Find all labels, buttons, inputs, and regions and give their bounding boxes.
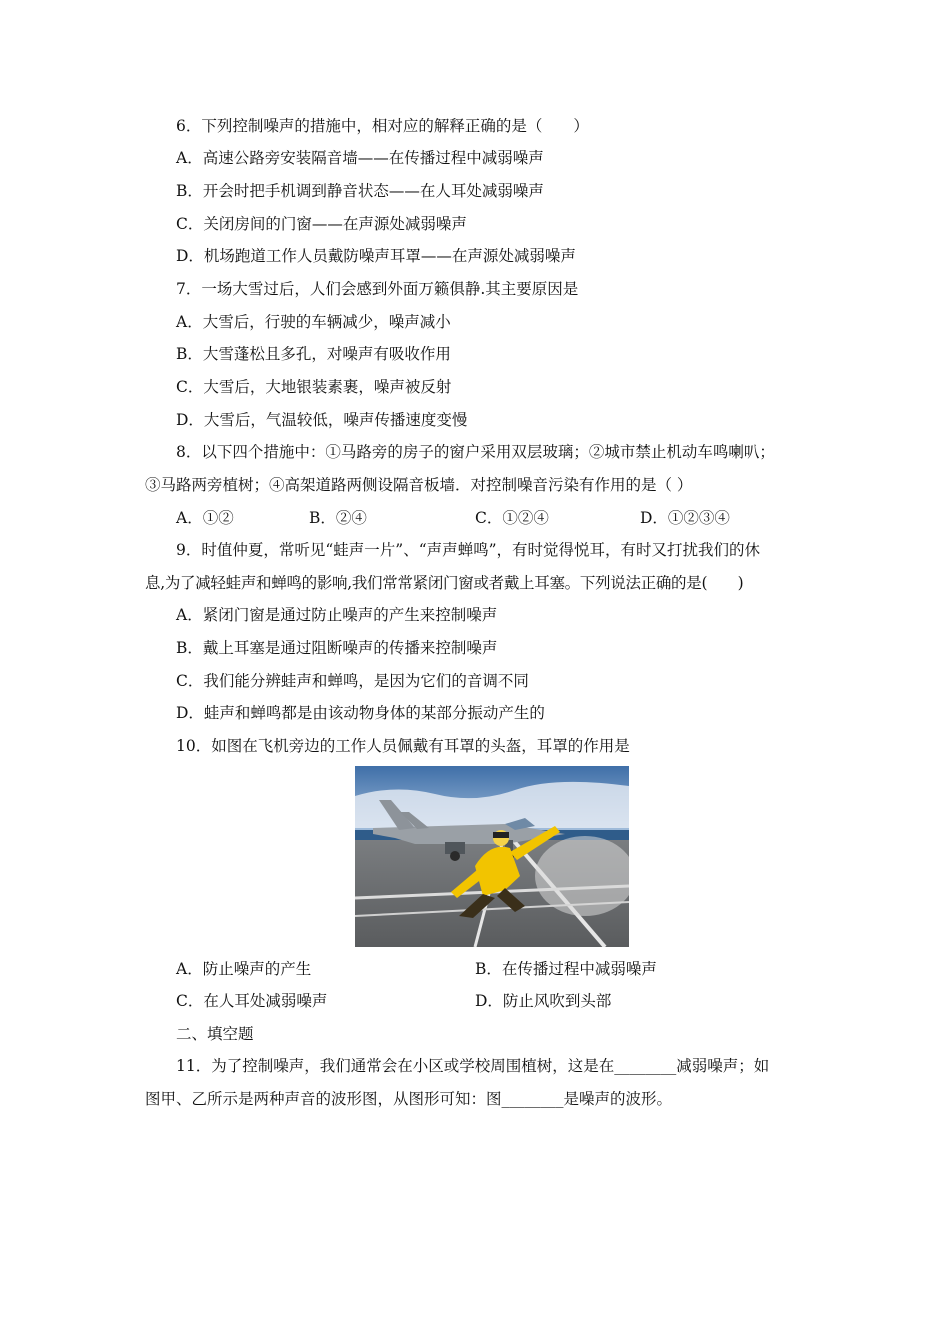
q6-option-d: D．机场跑道工作人员戴防噪声耳罩——在声源处减弱噪声 [176, 247, 576, 265]
q7-option-b: B．大雪蓬松且多孔，对噪声有吸收作用 [176, 345, 451, 363]
q6-option-c: C．关闭房间的门窗——在声源处减弱噪声 [176, 215, 467, 233]
q7-option-c: C．大雪后，大地银装素裹，噪声被反射 [176, 378, 452, 396]
q8-option-b: B．②④ [309, 509, 367, 527]
q9-option-b: B．戴上耳塞是通过阻断噪声的传播来控制噪声 [176, 639, 498, 657]
q7-option-d: D．大雪后，气温较低，噪声传播速度变慢 [176, 411, 468, 429]
q6-option-a: A．高速公路旁安装隔音墙——在传播过程中减弱噪声 [176, 149, 544, 167]
q10-option-d: D．防止风吹到头部 [475, 992, 612, 1010]
q9-option-c: C．我们能分辨蛙声和蝉鸣，是因为它们的音调不同 [176, 672, 529, 690]
q8-option-d: D．①②③④ [640, 509, 730, 527]
q9-stem-line1: 9．时值仲夏，常听见“蛙声一片”、“声声蝉鸣”，有时觉得悦耳，有时又打扰我们的休 [176, 541, 761, 559]
q7-stem: 7．一场大雪过后，人们会感到外面万籁俱静.其主要原因是 [176, 280, 579, 298]
q6-stem: 6．下列控制噪声的措施中，相对应的解释正确的是（ ） [176, 117, 589, 135]
q11-line2: 图甲、乙所示是两种声音的波形图，从图形可知：图________是噪声的波形。 [145, 1090, 673, 1108]
q9-option-a: A．紧闭门窗是通过防止噪声的产生来控制噪声 [176, 606, 498, 624]
q11-line1: 11．为了控制噪声，我们通常会在小区或学校周围植树，这是在________减弱噪声；如 [176, 1057, 770, 1075]
q9-stem-line2: 息,为了减轻蛙声和蝉鸣的影响,我们常常紧闭门窗或者戴上耳塞。下列说法正确的是( ) [145, 574, 744, 592]
q8-option-c: C．①②④ [475, 509, 549, 527]
q10-option-a: A．防止噪声的产生 [176, 960, 312, 978]
q7-option-a: A．大雪后，行驶的车辆减少，噪声减小 [176, 313, 451, 331]
q10-stem: 10．如图在飞机旁边的工作人员佩戴有耳罩的头盔，耳罩的作用是 [176, 737, 630, 755]
q10-option-b: B．在传播过程中减弱噪声 [475, 960, 657, 978]
q9-option-d: D．蛙声和蝉鸣都是由该动物身体的某部分振动产生的 [176, 704, 545, 722]
q10-option-c: C．在人耳处减弱噪声 [176, 992, 328, 1010]
q8-stem-line2: ③马路两旁植树；④高架道路两侧设隔音板墙．对控制噪音污染有作用的是（ ） [145, 476, 693, 494]
q8-option-a: A．①② [176, 509, 234, 527]
aircraft-carrier-photo [355, 766, 629, 947]
q6-option-b: B．开会时把手机调到静音状态——在人耳处减弱噪声 [176, 182, 544, 200]
q8-stem-line1: 8．以下四个措施中：①马路旁的房子的窗户采用双层玻璃；②城市禁止机动车鸣喇叭； [176, 443, 775, 461]
section-heading: 二、填空题 [176, 1025, 254, 1043]
